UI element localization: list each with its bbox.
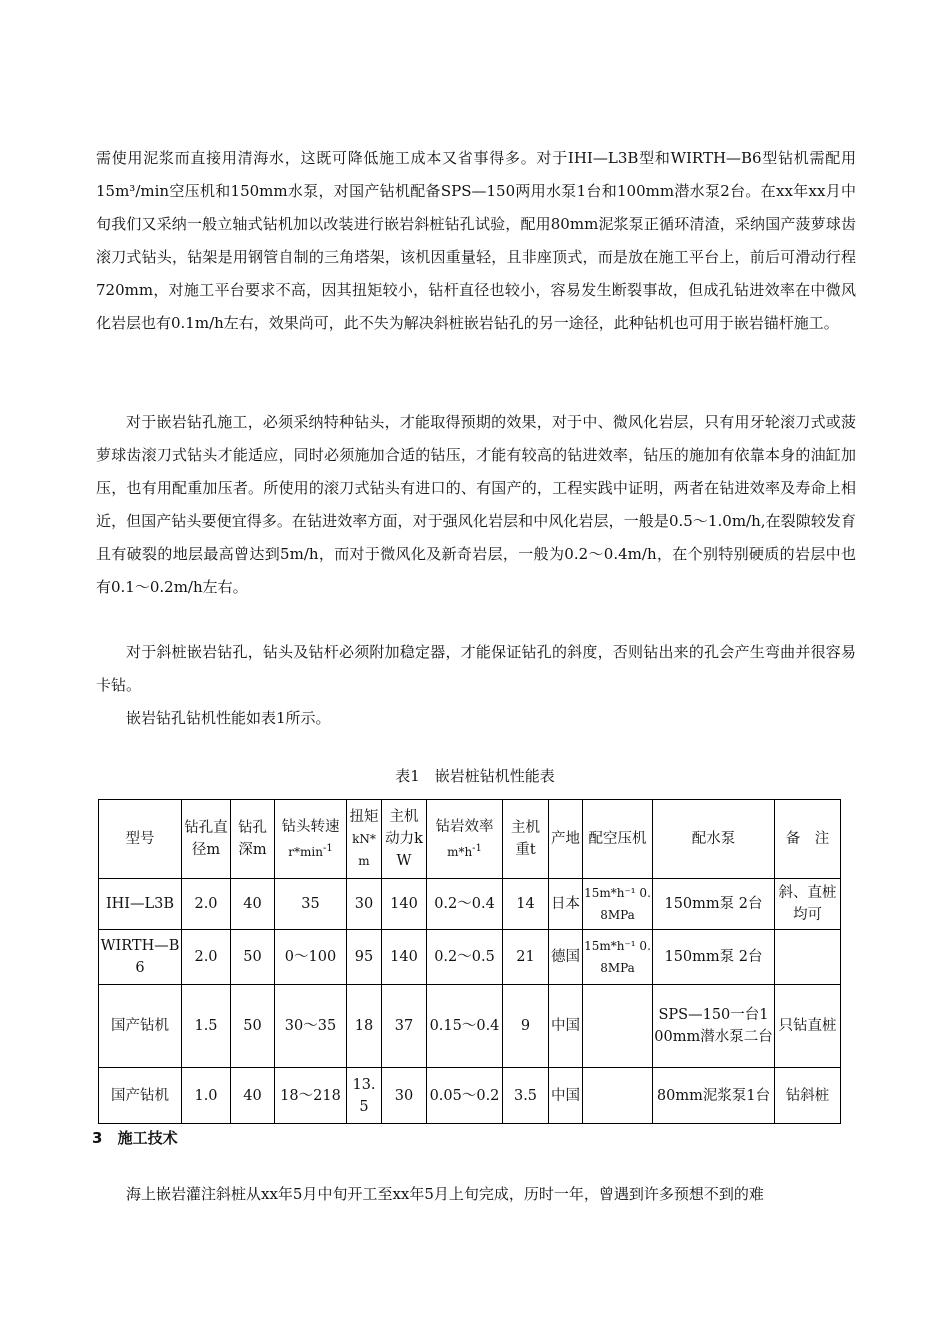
- table-row: 国产钻机 1.0 40 18～218 13.5 30 0.05～0.2 3.5 中国 80mm泥浆泵1台 钻斜桩: [99, 1068, 841, 1124]
- paragraph-2: 对于嵌岩钻孔施工，必须采纳特种钻头，才能取得预期的效果，对于中、微风化岩层，只有用牙轮滚刀式或菠萝球齿滚刀式钻头才能适应，同时必须施加合适的钻压，才能有较高的钻进效率，钻压的施加有依靠本身的油缸加压，也有用配重加压者。所使用的滚刀式钻头有进口的、有国产的，工程实践中证明，两者在钻进效率及寿命上相近，但国产钻头要便宜得多。在钻进效率方面，对于强风化岩层和中风化岩层，一般是0.5～1.0m/h,在裂隙较发育且有破裂的地层最高曾达到5m/h，而对于微风化及新奇岩层，一般为0.2～0.4m/h，在个别特别硬质的岩层中也有0.1～0.2m/h左右。: [96, 413, 856, 596]
- header-pump: 配水泵: [653, 800, 775, 879]
- header-diameter: 钻孔直径m: [182, 800, 231, 879]
- header-depth: 钻孔深m: [231, 800, 275, 879]
- table-row: 国产钻机 1.5 50 30～35 18 37 0.15～0.4 9 中国 SPS—150一台100mm潜水泵二台 只钻直桩: [99, 985, 841, 1068]
- table-header-row: [99, 800, 841, 879]
- header-torque: 扭矩 kN*m: [347, 800, 382, 879]
- header-efficiency: 钻岩效率 $m*h^{-1}$: [427, 800, 503, 879]
- header-rotation: 钻头转速 $r*\min^{-1}$: [275, 800, 347, 879]
- header-remarks: 备 注: [775, 800, 841, 879]
- table-row: WIRTH—B6 2.0 50 0～100 95 140 0.2～0.5 21 德国 15m*h⁻¹ 0.8MPa 150mm泵 2台: [99, 930, 841, 985]
- header-weight: 主机重t: [503, 800, 549, 879]
- table-row: IHI—L3B 2.0 40 35 30 140 0.2～0.4 14 日本 15m*h⁻¹ 0.8MPa 150mm泵 2台 斜、直桩均可: [99, 879, 841, 930]
- section-title: 施工技术: [117, 1129, 178, 1147]
- drill-spec-table: [98, 799, 841, 1124]
- header-compressor: 配空压机: [583, 800, 653, 879]
- paragraph-1: 需使用泥浆而直接用清海水，这既可降低施工成本又省事得多。对于IHI—L3B型和WIRTH—B6型钻机需配用15m³/min空压机和150mm水泵，对国产钻机配备SPS—150两用水泵1台和100mm潜水泵2台。在xx年xx月中旬我们又采纳一般立轴式钻机加以改装进行嵌岩斜桩钻孔试验，配用80mm泥浆泵正循环清渣，采纳国产菠萝球齿滚刀式钻头，钻架是用钢管自制的三角塔架，该机因重量轻，且非座顶式，而是放在施工平台上，前后可滑动行程720mm，对施工平台要求不高，因其扭矩较小，钻杆直径也较小，容易发生断裂事故，但成孔钻进效率在中微风化岩层也有0.1m/h左右，效果尚可，此不失为解决斜桩嵌岩钻孔的另一途径，此种钻机也可用于嵌岩锚杆施工。: [96, 149, 856, 332]
- table-caption: 表1 嵌岩桩钻机性能表: [395, 767, 555, 785]
- paragraph-3: 对于斜桩嵌岩钻孔，钻头及钻杆必须附加稳定器，才能保证钻孔的斜度，否则钻出来的孔会产生弯曲并很容易卡钻。: [96, 643, 856, 694]
- closing-paragraph: 海上嵌岩灌注斜桩从xx年5月中旬开工至xx年5月上旬完成，历时一年，曾遇到许多预想不到的难: [126, 1185, 764, 1203]
- header-model: 型号: [99, 800, 182, 879]
- section-number: 3: [92, 1129, 103, 1147]
- section-heading: [92, 1127, 178, 1148]
- paragraph-4: 嵌岩钻孔钻机性能如表1所示。: [126, 709, 331, 727]
- header-origin: 产地: [549, 800, 583, 879]
- header-power: 主机动力kW: [382, 800, 427, 879]
